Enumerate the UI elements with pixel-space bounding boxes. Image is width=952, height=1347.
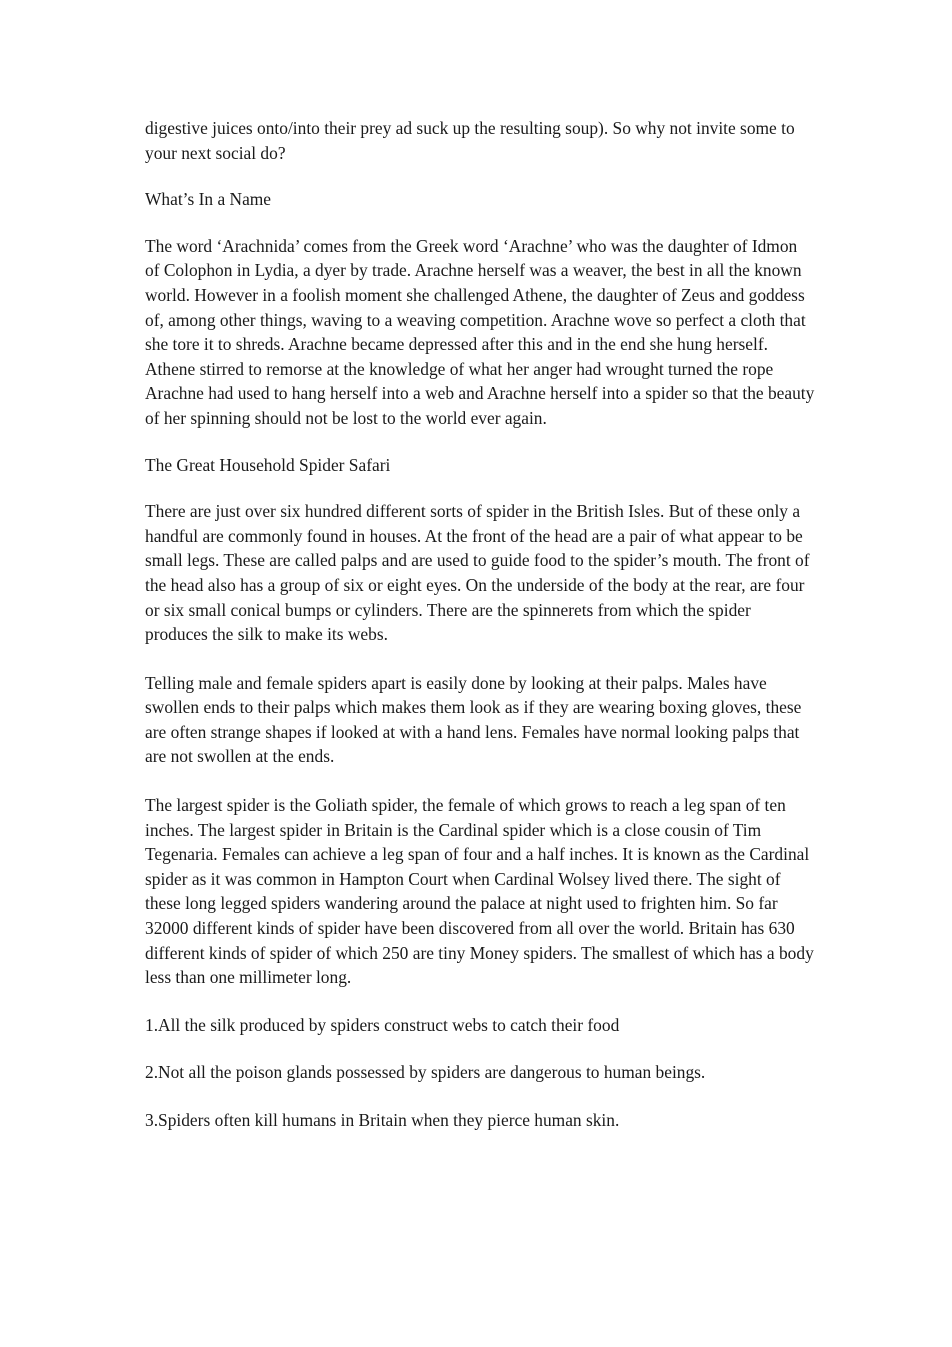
statement-2: 2.Not all the poison glands possessed by spiders are dangerous to human beings. [145, 1062, 706, 1083]
statement-3: 3.Spiders often kill humans in Britain when they pierce human skin. [145, 1110, 620, 1130]
anatomy-paragraph: There are just over six hundred different sorts of spider in the British Isles. But of these only a handful are commonly found in houses. At the front of the head are a pair of what appear to be small legs. These are called palps and are used to guide food to the spider’s mouth. The front of the head also has a group of six or eight eyes. On the underside of the body at the rear, are four or six small conical bumps or cylinders. There are the spinnerets from which the spider produces the silk to make its webs. [145, 501, 810, 645]
section-heading-safari: The Great Household Spider Safari [145, 454, 391, 475]
intro-paragraph: digestive juices onto/into their prey ad suck up the resulting soup). So why not invite some to your next social do? [145, 118, 795, 163]
statement-1: 1.All the silk produced by spiders construct webs to catch their food [145, 1014, 620, 1035]
largest-spider-paragraph: The largest spider is the Goliath spider, the female of which grows to reach a leg span of ten inches. The largest spider in Britain is the Cardinal spider which is a close cousin of Tim Tegenaria. Females can achieve a leg span of four and a half inches. It is known as the Cardinal spider as it was common in Hampton Court when Cardinal Wolsey lived there. The sight of these long legged spiders wandering around the palace at night used to frighten him. So far 32000 different kinds of spider have been discovered from all over the world. Britain has 630 different kinds of spider of which 250 are tiny Money spiders. The smallest of which has a body less than one millimeter long. [145, 795, 814, 988]
document-body [145, 116, 815, 1133]
section-heading-name: What’s In a Name [145, 189, 272, 210]
sexing-paragraph: Telling male and female spiders apart is easily done by looking at their palps. Males have swollen ends to their palps which makes them look as if they are wearing boxing gloves, these are often strange shapes if looked at with a hand lens. Females have normal looking palps that are not swollen at the ends. [145, 672, 802, 767]
arachne-paragraph: The word ‘Arachnida’ comes from the Greek word ‘Arachne’ who was the daughter of Idmon of Colophon in Lydia, a dyer by trade. Arachne herself was a weaver, the best in all the known world. However in a foolish moment she challenged Athene, the daughter of Zeus and goddess of, among other things, waving to a weaving competition. Arachne wove so perfect a cloth that she tore it to shreds. Arachne became depressed after this and in the end she hung herself. Athene stirred to remorse at the knowledge of what her anger had wrought turned the rope Arachne had used to hang herself into a web and Arachne herself into a spider so that the beauty of her spinning should not be lost to the world ever again. [145, 235, 815, 428]
